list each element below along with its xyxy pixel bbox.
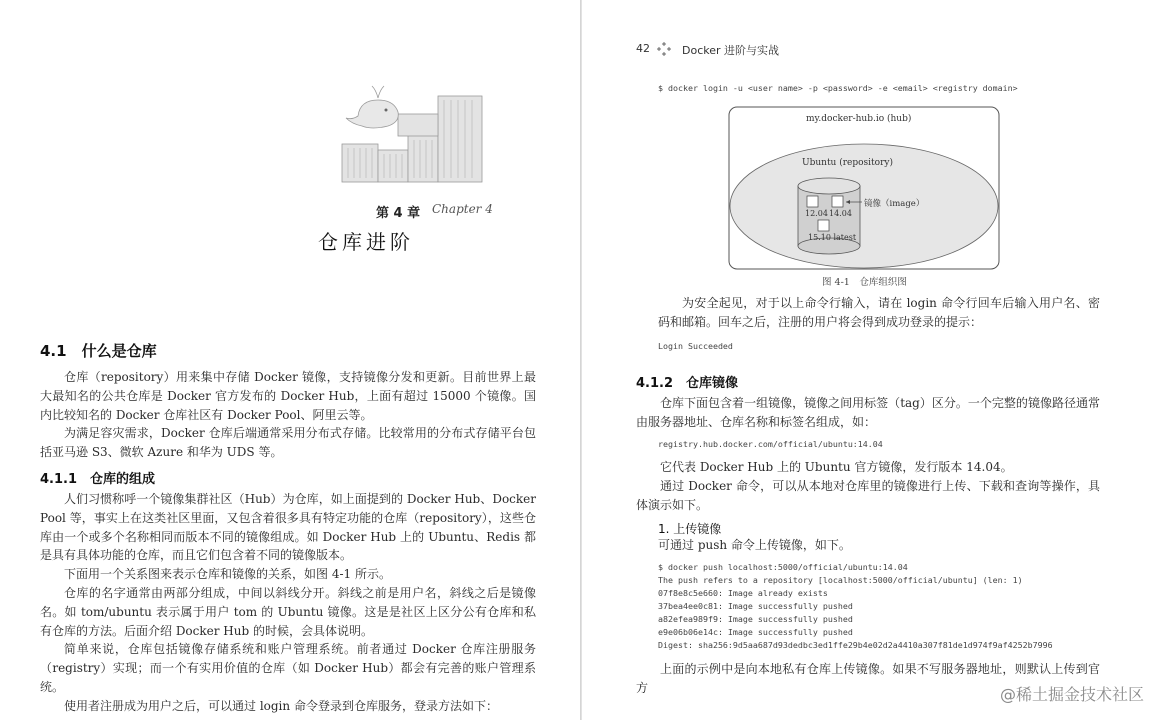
whale-containers-illustration	[338, 78, 488, 188]
section-4-1-1-body	[40, 490, 536, 716]
push-output-line: The push refers to a repository [localhost:5000/official/ubuntu] (len: 1)	[658, 575, 1023, 585]
left-page	[0, 0, 580, 720]
push-output-line: 07f8e8c5e660: Image already exists	[658, 588, 828, 598]
running-title: Docker 进阶与实战	[682, 44, 780, 57]
upload-intro	[658, 536, 1098, 555]
page-number: 42	[636, 42, 650, 55]
image-tag: 14.04	[829, 209, 852, 218]
push-output-line: Digest: sha256:9d5aa687d93dedbc3ed1ffe29b4e02d2a4410a307f81de1d974f9af4252b7996	[658, 640, 1053, 650]
paragraph: 仓库的名字通常由两部分组成，中间以斜线分开。斜线之前是用户名，斜线之后是镜像名。如 tom/ubuntu 表示属于用户 tom 的 Ubuntu 镜像。这是是社区上区分公有仓库和私有仓库的方法。后面介绍 Docker Hub 的时候，会具体说明。	[40, 585, 536, 638]
section-4-1-1-heading: 4.1.1 仓库的组成	[40, 472, 156, 487]
section-4-1-body	[40, 368, 536, 462]
watermark: @稀土掘金技术社区	[999, 685, 1144, 704]
paragraph: 为安全起见，对于以上命令行输入，请在 login 命令行回车后输入用户名、密码和邮箱。回车之后，注册的用户将会得到成功登录的提示：	[658, 296, 1100, 329]
image-label: 镜像（image）	[864, 199, 925, 209]
paragraph: 它代表 Docker Hub 上的 Ubuntu 官方镜像，发行版本 14.04。	[660, 460, 1013, 474]
after-path-body	[636, 458, 1100, 514]
chapter-script-label: Chapter 4	[432, 202, 493, 216]
paragraph: 仓库（repository）用来集中存储 Docker 镜像，支持镜像分发和更新。目前世界上最大最知名的公共仓库是 Docker 官方发布的 Docker Hub，上面有超过 15000 个镜像。国内比较知名的 Docker 仓库社区有 Docker Pool、阿里云等。	[40, 370, 536, 422]
push-output-line: 37bea4ee0c81: Image successfully pushed	[658, 601, 853, 611]
repository-label: Ubuntu (repository)	[802, 158, 893, 168]
image-tag: 12.04	[805, 209, 828, 218]
paragraph: 下面用一个关系图来表示仓库和镜像的关系，如图 4-1 所示。	[64, 567, 391, 582]
paragraph: 简单来说，仓库包括镜像存储系统和账户管理系统。前者通过 Docker 仓库注册服务（registry）实现；而一个有实用价值的仓库（如 Docker Hub）都会有完善的账户管理系统。	[40, 642, 536, 694]
section-4-1-heading: 4.1 什么是仓库	[40, 342, 157, 360]
diamond-ornament-icon	[657, 42, 671, 56]
section-4-1-2-heading: 4.1.2 仓库镜像	[636, 376, 739, 391]
paragraph: 为满足容灾需求，Docker 仓库后端通常采用分布式存储。比较常用的分布式存储平台包括亚马逊 S3、微软 Azure 和华为 UDS 等。	[40, 426, 536, 460]
login-command: $ docker login -u <user name> -p <password> -e <email> <registry domain>	[658, 83, 1018, 93]
login-output: Login Succeeded	[658, 341, 733, 351]
right-page	[582, 0, 1162, 720]
security-note	[658, 294, 1100, 332]
push-output-line: a82efea989f9: Image successfully pushed	[658, 614, 853, 624]
paragraph: 仓库下面包含着一组镜像，镜像之间用标签（tag）区分。一个完整的镜像路径通常由服务器地址、仓库名称和标签名组成，如：	[636, 396, 1100, 429]
section-4-1-2-body	[636, 394, 1100, 432]
paragraph: 可通过 push 命令上传镜像，如下。	[658, 538, 851, 552]
chapter-title: 仓库进阶	[318, 230, 414, 254]
upload-heading: 1. 上传镜像	[658, 522, 722, 536]
registry-path: registry.hub.docker.com/official/ubuntu:14.04	[658, 439, 883, 449]
push-output-line: e9e06b06e14c: Image successfully pushed	[658, 627, 853, 637]
image-tag: 15.10 latest	[808, 233, 857, 242]
push-output-line: $ docker push localhost:5000/official/ubuntu:14.04	[658, 562, 908, 572]
hub-label: my.docker-hub.io (hub)	[806, 114, 912, 124]
repository-diagram	[728, 106, 1000, 270]
paragraph: 通过 Docker 命令，可以从本地对仓库里的镜像进行上传、下载和查询等操作，具体演示如下。	[636, 478, 1100, 512]
figure-caption: 图 4-1 仓库组织图	[822, 277, 907, 288]
chapter-label: 第 4 章	[376, 206, 421, 221]
paragraph: 人们习惯称呼一个镜像集群社区（Hub）为仓库，如上面提到的 Docker Hub、Docker Pool 等，事实上在这类社区里面，又包含着很多具有特定功能的仓库（repository），这些仓库由一个或多个名称相同而版本不同的镜像组成。如 Docker Hub 上的 Ubuntu、Redis 都是具有具体功能的仓库，而且它们包含着不同的镜像版本。	[40, 492, 536, 563]
paragraph: 上面的示例中是向本地私有仓库上传镜像。如果不写服务器地址，则默认上传到官方	[636, 662, 1100, 695]
paragraph: 使用者注册成为用户之后，可以通过 login 命令登录到仓库服务，登录方法如下：	[64, 698, 498, 713]
